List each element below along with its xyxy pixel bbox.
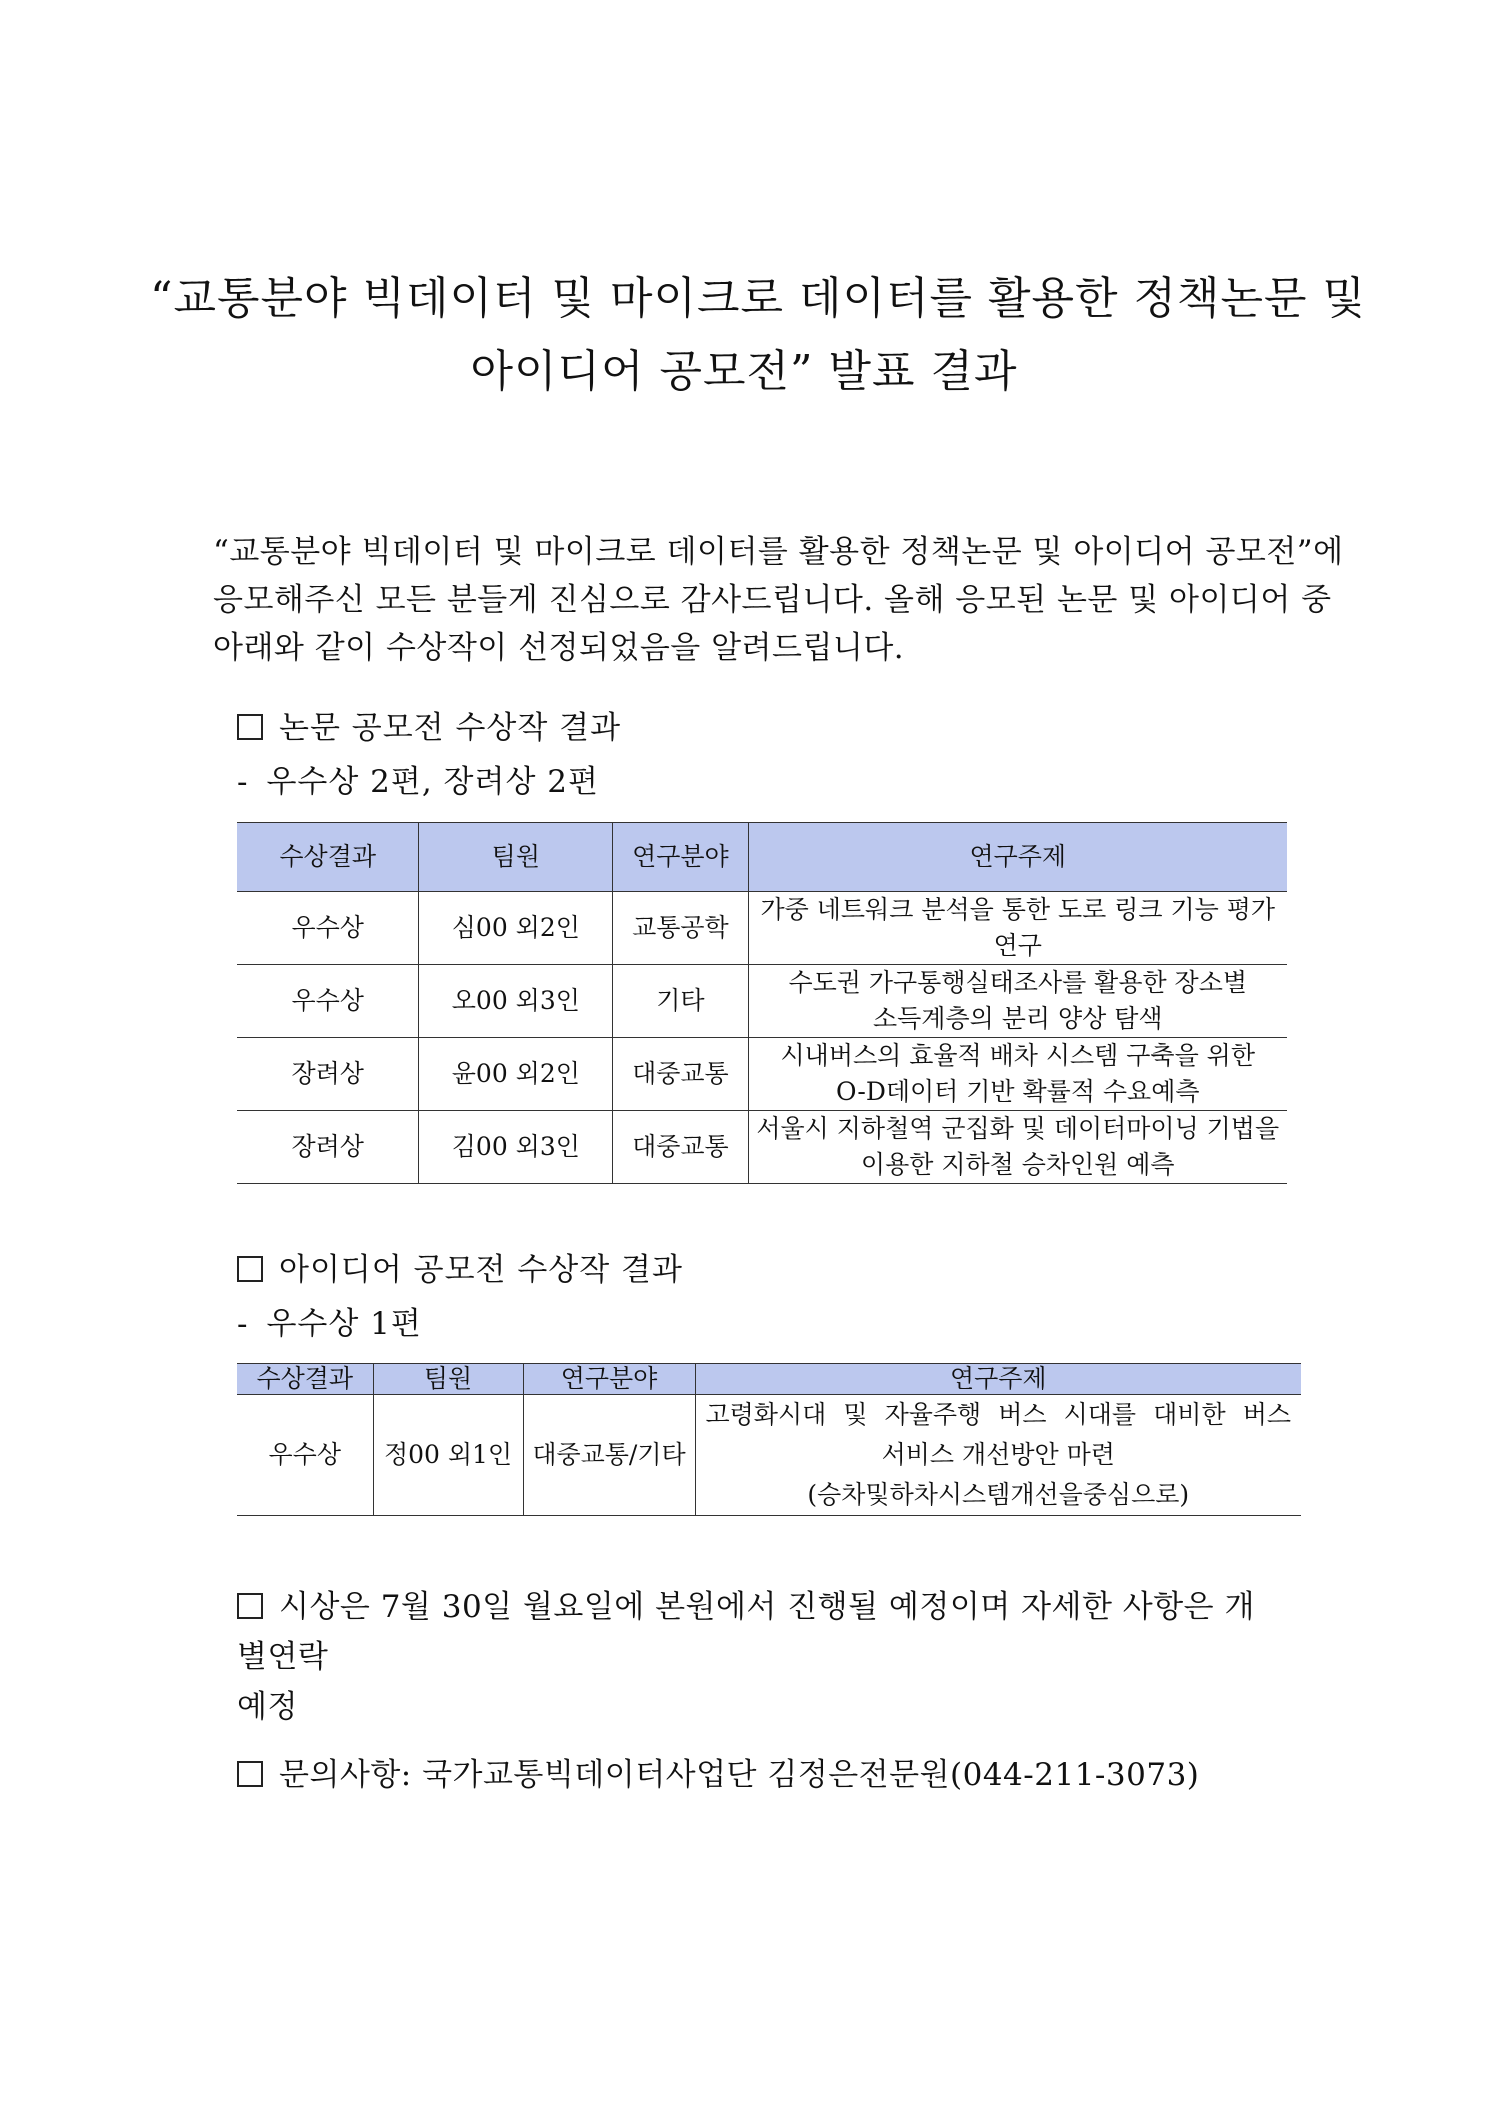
checkbox-square-icon <box>237 714 263 740</box>
dash-bullet: - <box>237 1306 249 1342</box>
award-cell: 장려상 <box>237 1111 419 1184</box>
field-cell: 대중교통 <box>613 1038 748 1111</box>
table-header-row <box>237 1364 1301 1395</box>
field-cell: 기타 <box>613 965 748 1038</box>
table-row <box>237 965 1287 1038</box>
team-cell: 윤00 외2인 <box>419 1038 613 1111</box>
column-header-team: 팀원 <box>419 823 613 892</box>
award-cell: 우수상 <box>237 892 419 965</box>
award-cell: 우수상 <box>237 1395 373 1516</box>
column-header-field: 연구분야 <box>523 1364 695 1395</box>
intro-line: 응모해주신 모든 분들게 진심으로 감사드립니다. 올해 응모된 논문 및 아이디어 중 <box>213 582 1332 618</box>
idea-section-heading: 아이디어 공모전 수상작 결과 <box>237 1255 683 1286</box>
intro-paragraph <box>213 528 1344 672</box>
intro-line: 아래와 같이 수상작이 선정되었음을 알려드립니다. <box>213 630 905 666</box>
team-cell: 정00 외1인 <box>373 1395 523 1516</box>
table-header-row <box>237 823 1287 892</box>
award-cell: 장려상 <box>237 1038 419 1111</box>
column-header-field: 연구분야 <box>613 823 748 892</box>
column-header-award: 수상결과 <box>237 1364 373 1395</box>
field-cell: 대중교통/기타 <box>523 1395 695 1516</box>
checkbox-square-icon <box>237 1593 263 1619</box>
idea-awards-table <box>237 1363 1301 1516</box>
topic-cell: 고령화시대 및 자율주행 버스 시대를 대비한 버스 서비스 개선방안 마련 (승차및하차시스템개선을중심으로) <box>695 1395 1301 1516</box>
table-row <box>237 1395 1301 1516</box>
intro-line: “교통분야 빅데이터 및 마이크로 데이터를 활용한 정책논문 및 아이디어 공모전”에 <box>213 534 1344 570</box>
paper-awards-table <box>237 822 1287 1184</box>
paper-section-subheading: - 우수상 2편, 장려상 2편 <box>237 764 599 800</box>
ceremony-notice: 시상은 7월 30일 월요일에 본원에서 진행될 예정이며 자세한 사항은 개별연락 예정 <box>237 1589 1255 1725</box>
topic-cell: 시내버스의 효율적 배차 시스템 구축을 위한 O-D데이터 기반 확률적 수요예측 <box>748 1038 1287 1111</box>
topic-cell: 서울시 지하철역 군집화 및 데이터마이닝 기법을 이용한 지하철 승차인원 예측 <box>748 1111 1287 1184</box>
document-title-line1: “교통분야 빅데이터 및 마이크로 데이터를 활용한 정책논문 및 <box>150 273 1366 324</box>
document-title-line2: 아이디어 공모전” 발표 결과 <box>470 346 1018 397</box>
field-cell: 대중교통 <box>613 1111 748 1184</box>
checkbox-square-icon <box>237 1761 263 1787</box>
team-cell: 오00 외3인 <box>419 965 613 1038</box>
contact-info: 문의사항: 국가교통빅데이터사업단 김정은전문원(044-211-3073) <box>237 1750 1273 1800</box>
team-cell: 김00 외3인 <box>419 1111 613 1184</box>
field-cell: 교통공학 <box>613 892 748 965</box>
checkbox-square-icon <box>237 1256 263 1282</box>
column-header-team: 팀원 <box>373 1364 523 1395</box>
table-row <box>237 1111 1287 1184</box>
column-header-topic: 연구주제 <box>748 823 1287 892</box>
column-header-topic: 연구주제 <box>695 1364 1301 1395</box>
team-cell: 심00 외2인 <box>419 892 613 965</box>
idea-section-subheading: - 우수상 1편 <box>237 1306 422 1342</box>
paper-section-heading: 논문 공모전 수상작 결과 <box>237 713 621 744</box>
table-row <box>237 892 1287 965</box>
column-header-award: 수상결과 <box>237 823 419 892</box>
award-cell: 우수상 <box>237 965 419 1038</box>
table-row <box>237 1038 1287 1111</box>
topic-cell: 가중 네트워크 분석을 통한 도로 링크 기능 평가 연구 <box>748 892 1287 965</box>
dash-bullet: - <box>237 764 249 800</box>
topic-cell: 수도권 가구통행실태조사를 활용한 장소별 소득계층의 분리 양상 탐색 <box>748 965 1287 1038</box>
